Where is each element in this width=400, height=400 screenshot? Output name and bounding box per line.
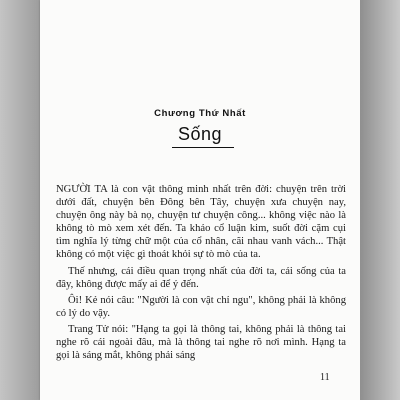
page-number: 11 bbox=[320, 372, 330, 383]
page-left-shadow bbox=[0, 0, 40, 400]
title-underline bbox=[172, 147, 234, 148]
page-right-shadow bbox=[360, 0, 400, 400]
body-text bbox=[56, 183, 346, 362]
paragraph-2: Thế nhưng, cái điều quan trọng nhất của đời ta, cái sống của ta đây, không được mấy ai để ý đến. bbox=[56, 265, 346, 290]
paragraph-4: Trang Tử nói: "Hạng ta gọi là thông tai, không phải là thông tai nghe rõ cái ngoài đâu, mà là thông tai nghe rõ nơi mình. Hạng ta gọi là sáng mắt, không phải sáng bbox=[56, 323, 346, 362]
paragraph-3: Ôi! Kẻ nói câu: "Người là con vật chỉ ngu", không phải là không có lý do vậy. bbox=[56, 294, 346, 319]
chapter-title: Sống bbox=[177, 124, 223, 144]
paragraph-1: NGƯỜI TA là con vật thông minh nhất trên đời: chuyện trên trời dưới đất, chuyện bên Đông bên Tây, chuyện xưa chuyện nay, chuyện ông này bà nọ, chuyện tư chuyện công... không việc nào là không tò mò xem xét đến. Ta khảo cổ luận kim, suốt đời cặm cụi tìm nghĩa lý từng chữ một của cổ nhân, cãi nhau vanh vách... Thật không có một việc gì thoát khỏi sự tò mò của ta. bbox=[56, 184, 346, 261]
chapter-label: Chương Thứ Nhất bbox=[154, 108, 246, 119]
